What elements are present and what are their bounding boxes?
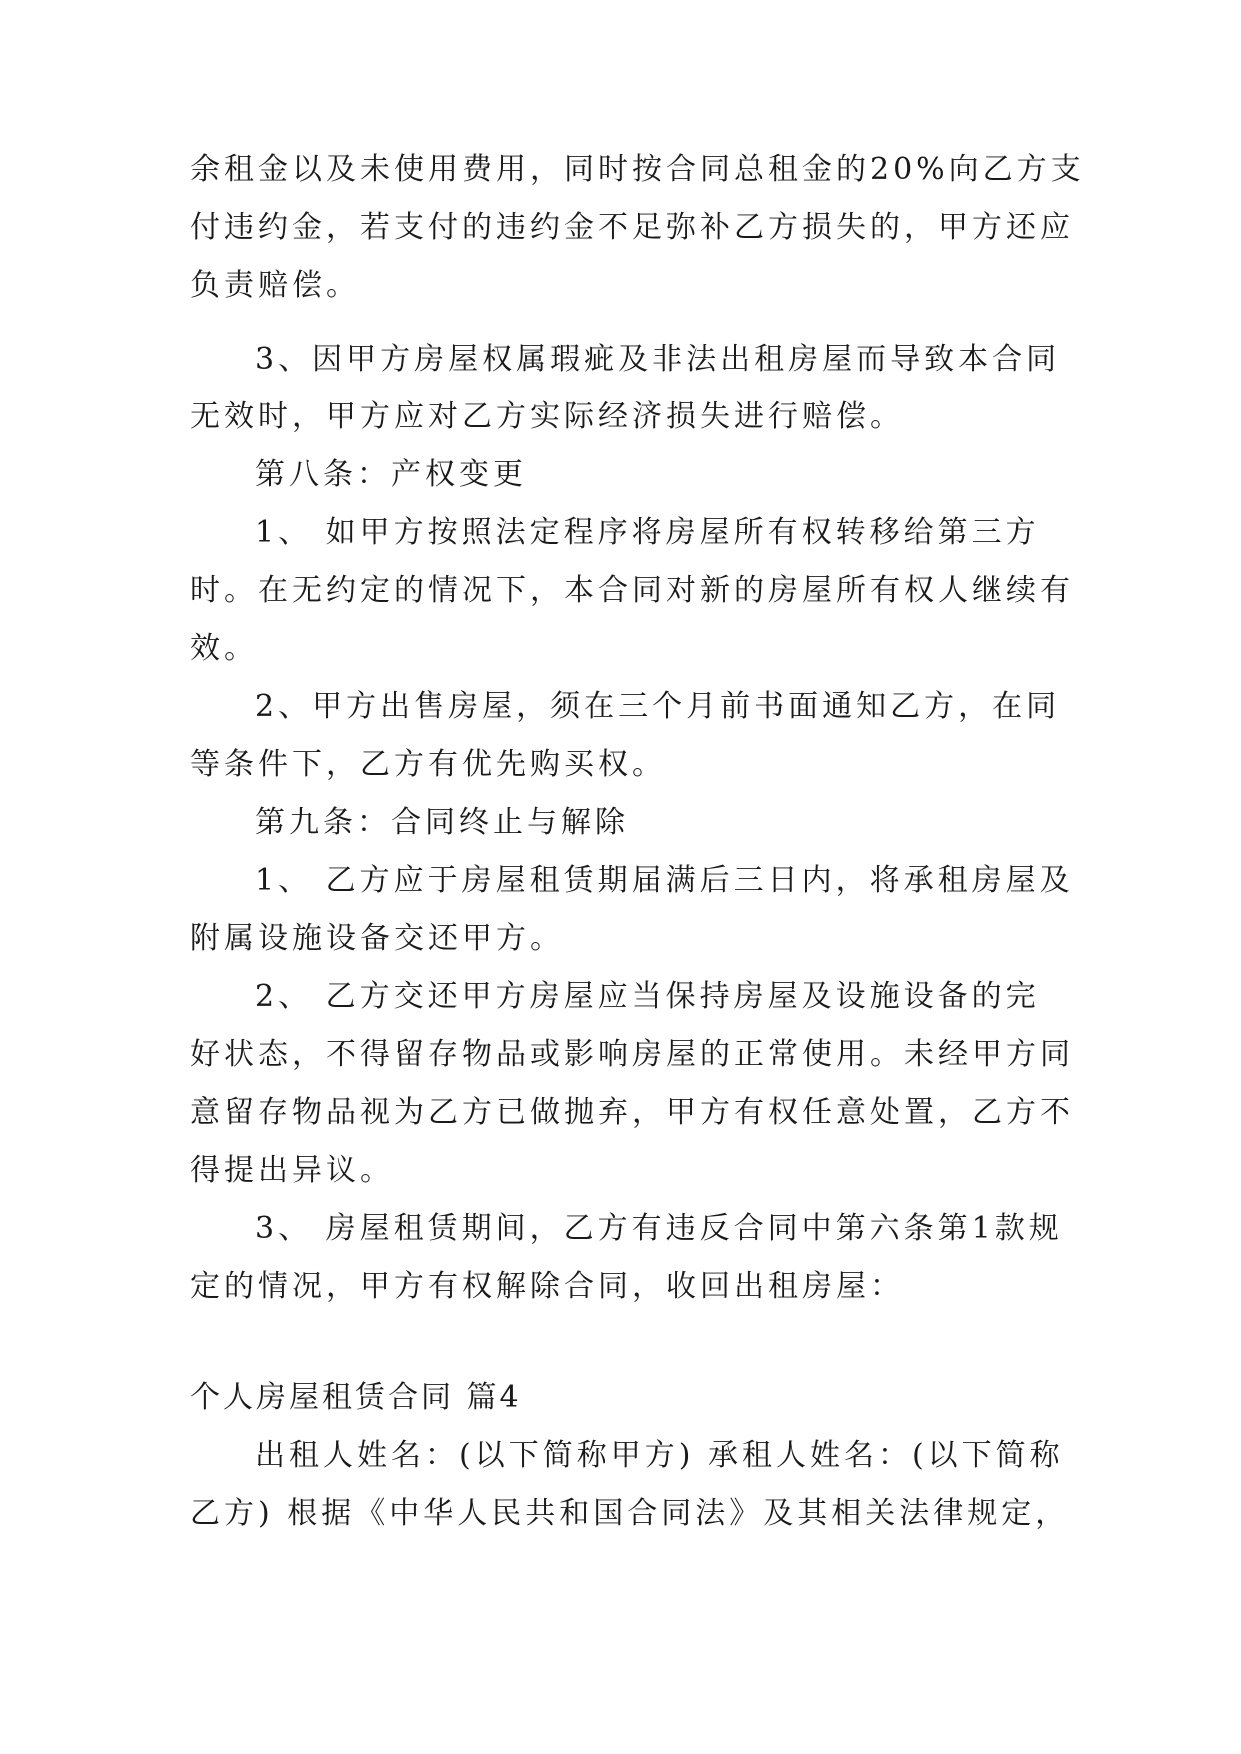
paragraph-line: 负责赔偿。 [190, 268, 360, 303]
paragraph-line: 出租人姓名：(以下简称甲方) 承租人姓名：(以下简称 [255, 1438, 1064, 1473]
paragraph-line: 好状态，不得留存物品或影响房屋的正常使用。未经甲方同 [190, 1037, 1074, 1072]
document-title: 个人房屋租赁合同 篇4 [190, 1380, 522, 1415]
paragraph-line: 时。在无约定的情况下，本合同对新的房屋所有权人继续有 [190, 573, 1074, 608]
paragraph-line: 等条件下，乙方有优先购买权。 [190, 747, 666, 782]
paragraph-line: 付违约金，若支付的违约金不足弥补乙方损失的，甲方还应 [190, 210, 1074, 245]
section-heading-8: 第八条：产权变更 [255, 457, 527, 492]
paragraph-line: 得提出异议。 [190, 1153, 394, 1188]
paragraph-line: 1、 如甲方按照法定程序将房屋所有权转移给第三方 [255, 515, 1040, 550]
paragraph-line: 余租金以及未使用费用，同时按合同总租金的20%向乙方支 [190, 152, 1085, 187]
paragraph-line: 1、 乙方应于房屋租赁期届满后三日内，将承租房屋及 [255, 863, 1074, 898]
paragraph-line: 2、 乙方交还甲方房屋应当保持房屋及设施设备的完 [255, 979, 1040, 1014]
paragraph-line: 附属设施设备交还甲方。 [190, 921, 564, 956]
paragraph-line: 无效时，甲方应对乙方实际经济损失进行赔偿。 [190, 399, 904, 434]
paragraph-line: 定的情况，甲方有权解除合同，收回出租房屋： [190, 1269, 904, 1304]
paragraph-line: 意留存物品视为乙方已做抛弃，甲方有权任意处置，乙方不 [190, 1095, 1074, 1130]
paragraph-line: 3、因甲方房屋权属瑕疵及非法出租房屋而导致本合同 [255, 342, 1061, 377]
section-heading-9: 第九条：合同终止与解除 [255, 805, 629, 840]
paragraph-line: 3、 房屋租赁期间，乙方有违反合同中第六条第1款规 [255, 1211, 1063, 1246]
paragraph-line: 效。 [190, 631, 258, 666]
paragraph-line: 乙方) 根据《中华人民共和国合同法》及其相关法律规定， [190, 1496, 1070, 1531]
paragraph-line: 2、甲方出售房屋，须在三个月前书面通知乙方，在同 [255, 689, 1061, 724]
